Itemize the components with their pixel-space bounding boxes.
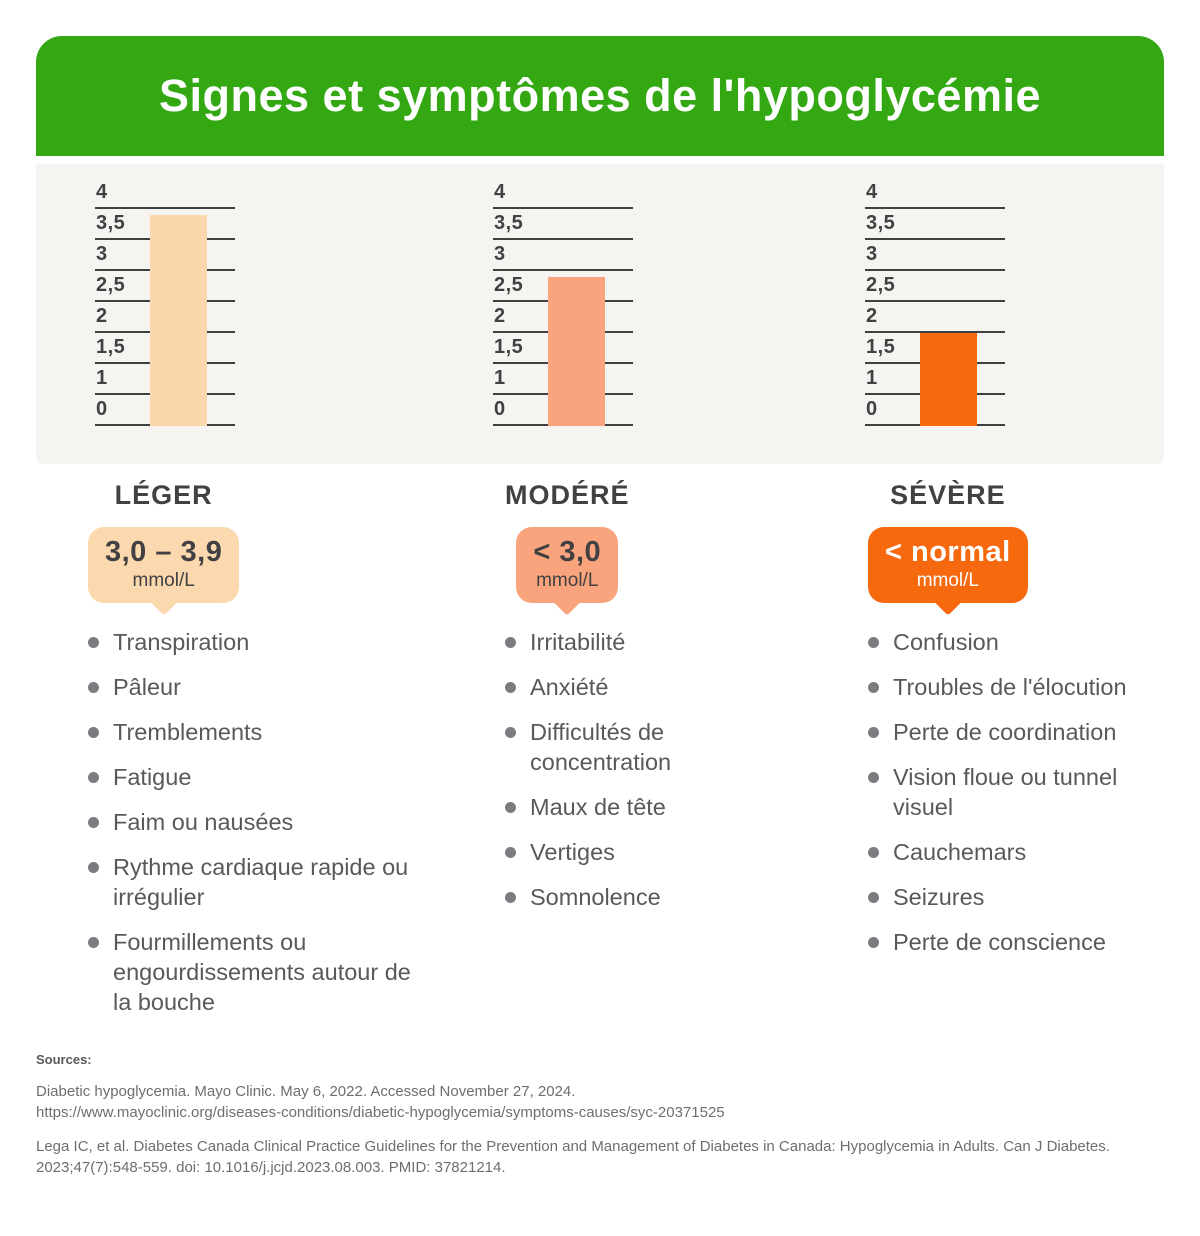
list-item	[88, 672, 412, 702]
list-item	[868, 927, 1164, 957]
symptom-text: Fourmillements ou engourdissements autour de la bouche	[113, 929, 411, 1015]
source-line: 2023;47(7):548-559. doi: 10.1016/j.jcjd.2023.08.003. PMID: 37821214.	[36, 1159, 506, 1176]
symptom-text: Somnolence	[530, 884, 661, 910]
symptom-text: Anxiété	[530, 674, 609, 700]
list-item	[505, 792, 788, 822]
bullet-icon	[868, 937, 879, 948]
bullet-icon	[88, 817, 99, 828]
tick-label: 1,5	[494, 336, 524, 358]
page-title: Signes et symptômes de l'hypoglycémie	[159, 70, 1041, 121]
bullet-icon	[88, 727, 99, 738]
symptom-text: Cauchemars	[893, 839, 1027, 865]
bullet-icon	[505, 892, 516, 903]
tick-label: 4	[494, 181, 506, 203]
bullet-icon	[505, 637, 516, 648]
bullet-icon	[505, 727, 516, 738]
list-item	[88, 852, 412, 912]
severity-title-leger: LÉGER	[114, 480, 213, 510]
grid-line	[865, 209, 1005, 240]
tick-label: 2,5	[866, 274, 896, 296]
tick-label: 1,5	[866, 336, 896, 358]
symptom-list-severe	[868, 627, 1164, 957]
symptom-text: Seizures	[893, 884, 985, 910]
symptom-text: Maux de tête	[530, 794, 666, 820]
source-line: Diabetic hypoglycemia. Mayo Clinic. May 6, 2022. Accessed November 27, 2024.	[36, 1083, 576, 1100]
tick-label: 3,5	[866, 212, 896, 234]
tick-label: 1	[494, 367, 506, 389]
infographic-page	[0, 36, 1200, 1178]
bullet-icon	[868, 772, 879, 783]
source-item	[36, 1081, 1151, 1123]
symptom-list-modere	[505, 627, 788, 912]
column-severe	[788, 480, 1164, 1032]
grid-line	[865, 240, 1005, 271]
badge-range-text: 3,0 – 3,9	[105, 536, 223, 568]
symptom-text: Troubles de l'élocution	[893, 674, 1127, 700]
source-item	[36, 1136, 1151, 1178]
list-item	[868, 837, 1164, 867]
list-item	[505, 837, 788, 867]
symptom-text: Rythme cardiaque rapide ou irrégulier	[113, 854, 409, 910]
grid-line	[865, 302, 1005, 333]
severity-columns	[36, 464, 1164, 1032]
bar-leger	[150, 215, 207, 426]
tick-label: 3	[866, 243, 878, 265]
grid-line	[493, 240, 633, 271]
bar-severe	[920, 333, 977, 426]
tick-label: 3	[96, 243, 108, 265]
tick-label: 2,5	[494, 274, 524, 296]
bullet-icon	[868, 892, 879, 903]
bullet-icon	[505, 802, 516, 813]
symptom-text: Vertiges	[530, 839, 615, 865]
tick-label: 3,5	[96, 212, 126, 234]
list-item	[505, 717, 788, 777]
badge-unit-text: mmol/L	[132, 570, 195, 591]
tick-label: 4	[866, 181, 878, 203]
tick-label: 2,5	[96, 274, 126, 296]
source-line: Lega IC, et al. Diabetes Canada Clinical Practice Guidelines for the Prevention and Management of Diabetes in Canada: Hypoglycemia in Adults. Can J Diabetes.	[36, 1138, 1110, 1155]
symptom-list-leger	[88, 627, 412, 1017]
grid-line	[865, 271, 1005, 302]
bar-modere	[548, 277, 605, 426]
symptom-text: Irritabilité	[530, 629, 626, 655]
symptom-text: Transpiration	[113, 629, 250, 655]
tick-label: 0	[494, 398, 506, 420]
bullet-icon	[88, 862, 99, 873]
bullet-icon	[505, 682, 516, 693]
range-badge-modere	[516, 527, 618, 603]
sources-label: Sources:	[36, 1052, 92, 1067]
symptom-text: Confusion	[893, 629, 999, 655]
bullet-icon	[88, 772, 99, 783]
bullet-icon	[505, 847, 516, 858]
symptom-text: Faim ou nausées	[113, 809, 294, 835]
tick-label: 4	[96, 181, 108, 203]
list-item	[88, 762, 412, 792]
bullet-icon	[868, 727, 879, 738]
source-list	[36, 1081, 1164, 1178]
bullet-icon	[868, 847, 879, 858]
symptom-text: Fatigue	[113, 764, 192, 790]
chart-leger	[95, 178, 235, 426]
source-url: https://www.mayoclinic.org/diseases-conditions/diabetic-hypoglycemia/symptoms-causes/syc-20371525	[36, 1104, 725, 1121]
chart-cell-modere	[412, 164, 788, 464]
list-item	[868, 717, 1164, 747]
bullet-icon	[868, 682, 879, 693]
list-item	[868, 627, 1164, 657]
charts-panel	[36, 164, 1164, 464]
tick-label: 3,5	[494, 212, 524, 234]
column-leger	[36, 480, 412, 1032]
symptom-text: Difficultés de concentration	[530, 719, 672, 775]
symptom-text: Pâleur	[113, 674, 181, 700]
list-item	[88, 627, 412, 657]
tick-label: 3	[494, 243, 506, 265]
grid-line	[493, 209, 633, 240]
grid-line	[95, 178, 235, 209]
header-banner	[36, 36, 1164, 156]
bullet-icon	[88, 682, 99, 693]
range-badge-leger	[88, 527, 239, 603]
symptom-text: Vision floue ou tunnel visuel	[893, 764, 1118, 820]
severity-title-modere: MODÉRÉ	[505, 480, 630, 510]
tick-label: 2	[866, 305, 878, 327]
column-head-modere	[505, 480, 630, 603]
column-modere	[412, 480, 788, 1032]
list-item	[868, 882, 1164, 912]
tick-label: 1,5	[96, 336, 126, 358]
list-item	[88, 717, 412, 747]
sources	[36, 1052, 1164, 1178]
symptom-text: Perte de coordination	[893, 719, 1117, 745]
bullet-icon	[88, 637, 99, 648]
grid-line	[865, 178, 1005, 209]
tick-label: 1	[96, 367, 108, 389]
badge-range-text: < 3,0	[533, 536, 602, 568]
list-item	[88, 807, 412, 837]
tick-label: 1	[866, 367, 878, 389]
tick-label: 0	[96, 398, 108, 420]
column-head-leger	[88, 480, 239, 603]
range-badge-severe	[868, 527, 1028, 603]
badge-unit-text: mmol/L	[536, 570, 599, 591]
tick-label: 2	[96, 305, 108, 327]
severity-title-severe: SÉVÈRE	[890, 480, 1006, 510]
list-item	[868, 762, 1164, 822]
column-head-severe	[868, 480, 1028, 603]
chart-cell-leger	[36, 164, 412, 464]
list-item	[88, 927, 412, 1017]
list-item	[505, 627, 788, 657]
badge-unit-text: mmol/L	[916, 570, 979, 591]
tick-label: 2	[494, 305, 506, 327]
symptom-text: Perte de conscience	[893, 929, 1106, 955]
chart-cell-severe	[788, 164, 1164, 464]
tick-label: 0	[866, 398, 878, 420]
list-item	[505, 672, 788, 702]
bullet-icon	[868, 637, 879, 648]
bullet-icon	[88, 937, 99, 948]
grid-line	[493, 178, 633, 209]
chart-severe	[865, 178, 1005, 426]
chart-modere	[493, 178, 633, 426]
list-item	[868, 672, 1164, 702]
badge-range-text: < normal	[885, 536, 1011, 568]
symptom-text: Tremblements	[113, 719, 263, 745]
list-item	[505, 882, 788, 912]
